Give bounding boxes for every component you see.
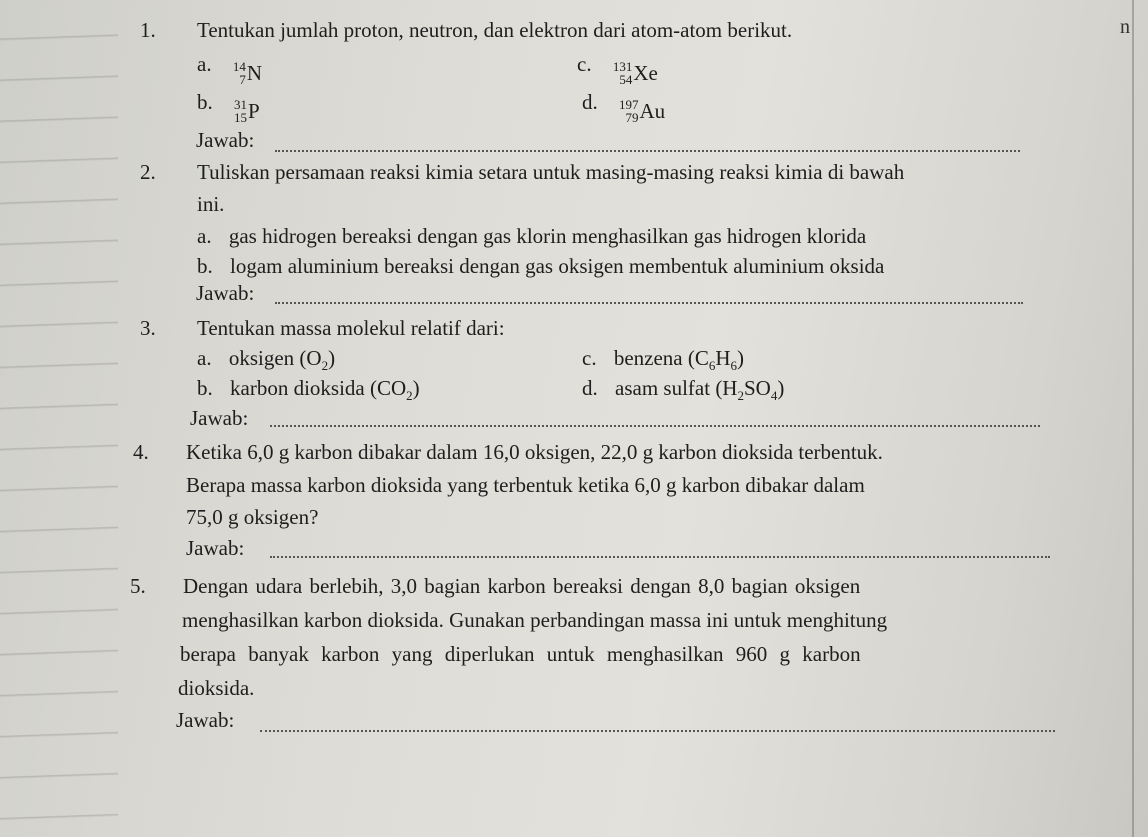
question-2-number: 2.: [140, 160, 156, 184]
isotope-xe-mass: 131: [612, 59, 633, 74]
isotope-n-atomic: 7: [239, 72, 246, 87]
q2-option-b-letter: b.: [197, 254, 213, 278]
q3-option-a-name: oksigen: [228, 346, 295, 370]
isotope-p: [234, 97, 260, 125]
q3-option-d-name: asam sulfat: [615, 376, 711, 400]
q5-answer-line[interactable]: [260, 730, 1055, 732]
isotope-au-mass: 197: [619, 97, 639, 112]
isotope-n-symbol: N: [246, 61, 262, 85]
q2-option-b: [197, 252, 884, 280]
q2-option-a-letter: a.: [197, 224, 212, 248]
question-5-line-1: Dengan udara berlebih, 3,0 bagian karbon bereaksi dengan 8,0 bagian oksigen: [183, 574, 861, 598]
isotope-xe-symbol: Xe: [633, 61, 658, 85]
q1-answer-line[interactable]: [275, 150, 1020, 152]
question-5-line-2: menghasilkan karbon dioksida. Gunakan perbandingan massa ini untuk menghitung: [182, 608, 888, 632]
q3-option-a-letter: a.: [197, 346, 212, 370]
isotope-xe-atomic: 54: [619, 72, 633, 87]
q3-option-b: [197, 374, 420, 410]
q1-option-d: [582, 88, 665, 125]
q3-jawab-label: Jawab:: [190, 406, 249, 430]
question-1: [140, 16, 793, 44]
question-3-number: 3.: [140, 316, 156, 340]
question-1-text: Tentukan jumlah proton, neutron, dan elektron dari atom-atom berikut.: [197, 18, 793, 42]
q1-jawab-label: Jawab:: [196, 128, 255, 152]
question-2: [140, 158, 1020, 186]
question-2-line-1: Tuliskan persamaan reaksi kimia setara untuk masing-masing reaksi kimia di bawah: [197, 160, 905, 184]
isotope-p-atomic: 15: [234, 110, 247, 125]
q1-option-c: [577, 50, 658, 87]
question-4-line-3: 75,0 g oksigen?: [186, 505, 319, 529]
q5-jawab-label: Jawab:: [176, 708, 235, 732]
question-4: [133, 438, 883, 466]
question-4-number: 4.: [133, 440, 149, 464]
formula-h2so4: $(H_2SO_4)$: [715, 376, 785, 404]
formula-o2: $(O_2)$: [299, 346, 336, 374]
q1-option-b: [197, 88, 260, 125]
question-4-line-2: Berapa massa karbon dioksida yang terbentuk ketika 6,0 g karbon dibakar dalam: [186, 473, 865, 497]
question-5-line-4: dioksida.: [178, 676, 255, 700]
q1-option-b-letter: b.: [197, 90, 213, 114]
q1-option-a: [197, 50, 262, 87]
q2-option-b-text: logam aluminium bereaksi dengan gas oksigen membentuk aluminium oksida: [230, 254, 885, 278]
q1-option-d-letter: d.: [582, 90, 598, 114]
q2-option-a-text: gas hidrogen bereaksi dengan gas klorin menghasilkan gas hidrogen klorida: [228, 224, 867, 248]
formula-c6h6: $(C_6H_6)$: [687, 346, 745, 374]
question-3-text: Tentukan massa molekul relatif dari:: [197, 316, 505, 340]
q3-option-c-name: benzena: [613, 346, 683, 370]
isotope-au-symbol: Au: [639, 99, 666, 123]
question-5-line-3: berapa banyak karbon yang diperlukan untuk menghasilkan 960 g karbon: [180, 642, 861, 666]
isotope-p-mass: 31: [234, 97, 247, 112]
question-5: [130, 572, 861, 600]
isotope-xe: [613, 59, 658, 87]
isotope-p-symbol: P: [248, 99, 260, 123]
q4-answer-line[interactable]: [270, 556, 1050, 558]
question-2-line-2: ini.: [197, 192, 225, 216]
isotope-n-mass: 14: [232, 59, 246, 74]
q3-option-d-letter: d.: [582, 376, 598, 400]
question-3: [140, 314, 505, 342]
q2-option-a: [197, 222, 866, 250]
q2-answer-line[interactable]: [275, 302, 1023, 304]
q2-jawab-label: Jawab:: [196, 281, 255, 305]
q1-option-c-letter: c.: [577, 52, 592, 76]
question-5-number: 5.: [130, 574, 146, 598]
q3-option-b-name: karbon dioksida: [230, 376, 365, 400]
corner-mark: n: [1120, 16, 1130, 38]
question-1-number: 1.: [140, 18, 156, 42]
isotope-au-atomic: 79: [625, 110, 639, 125]
isotope-au: [619, 97, 665, 125]
q3-answer-line[interactable]: [270, 425, 1040, 427]
q4-jawab-label: Jawab:: [186, 536, 245, 560]
question-4-line-1: Ketika 6,0 g karbon dibakar dalam 16,0 oksigen, 22,0 g karbon dioksida terbentuk.: [186, 440, 883, 464]
q1-option-a-letter: a.: [197, 52, 212, 76]
q3-option-d: [582, 374, 784, 410]
isotope-n: [233, 59, 262, 87]
q3-option-b-letter: b.: [197, 376, 213, 400]
formula-co2: $(CO_2)$: [369, 376, 420, 404]
q3-option-c-letter: c.: [582, 346, 597, 370]
